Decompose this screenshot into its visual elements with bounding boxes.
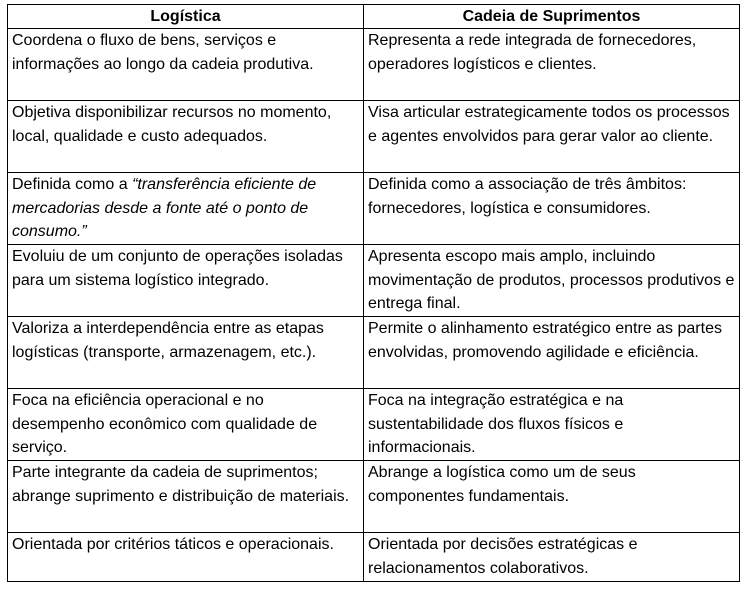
cell-logistica: Parte integrante da cadeia de suprimentos; abrange suprimento e distribuição de materiais. [8,461,364,533]
header-cadeia-de-suprimentos: Cadeia de Suprimentos [364,5,740,29]
header-logistica: Logística [8,5,364,29]
definition-prefix: Definida como a [12,176,133,193]
table-row [8,389,740,461]
cell-logistica: Objetiva disponibilizar recursos no momento, local, qualidade e custo adequados. [8,101,364,173]
cell-logistica: Orientada por critérios táticos e operacionais. [8,533,364,582]
cell-logistica: Foca na eficiência operacional e no desempenho econômico com qualidade de serviço. [8,389,364,461]
table-row [8,245,740,317]
table-row [8,173,740,245]
cell-cadeia: Permite o alinhamento estratégico entre as partes envolvidas, promovendo agilidade e eficiência. [364,317,740,389]
table-row [8,461,740,533]
table-row [8,533,740,582]
cell-logistica: Valoriza a interdependência entre as etapas logísticas (transporte, armazenagem, etc.). [8,317,364,389]
cell-cadeia: Representa a rede integrada de fornecedores, operadores logísticos e clientes. [364,29,740,101]
cell-logistica: Coordena o fluxo de bens, serviços e informações ao longo da cadeia produtiva. [8,29,364,101]
comparison-table [7,4,740,582]
definition-quote: “transferência eficiente de mercadorias desde a fonte até o ponto de consumo.” [12,176,317,240]
cell-cadeia: Foca na integração estratégica e na sustentabilidade dos fluxos físicos e informacionais. [364,389,740,461]
cell-logistica: Evoluiu de um conjunto de operações isoladas para um sistema logístico integrado. [8,245,364,317]
table-header [8,5,740,29]
cell-cadeia: Definida como a associação de três âmbitos: fornecedores, logística e consumidores. [364,173,740,245]
table-row [8,101,740,173]
cell-cadeia: Apresenta escopo mais amplo, incluindo movimentação de produtos, processos produtivos e entrega final. [364,245,740,317]
cell-cadeia: Abrange a logística como um de seus componentes fundamentais. [364,461,740,533]
table-body [8,29,740,582]
cell-logistica [8,173,364,245]
table-row [8,29,740,101]
cell-cadeia: Orientada por decisões estratégicas e relacionamentos colaborativos. [364,533,740,582]
header-row [8,5,740,29]
table-row [8,317,740,389]
cell-cadeia: Visa articular estrategicamente todos os processos e agentes envolvidos para gerar valor ao cliente. [364,101,740,173]
